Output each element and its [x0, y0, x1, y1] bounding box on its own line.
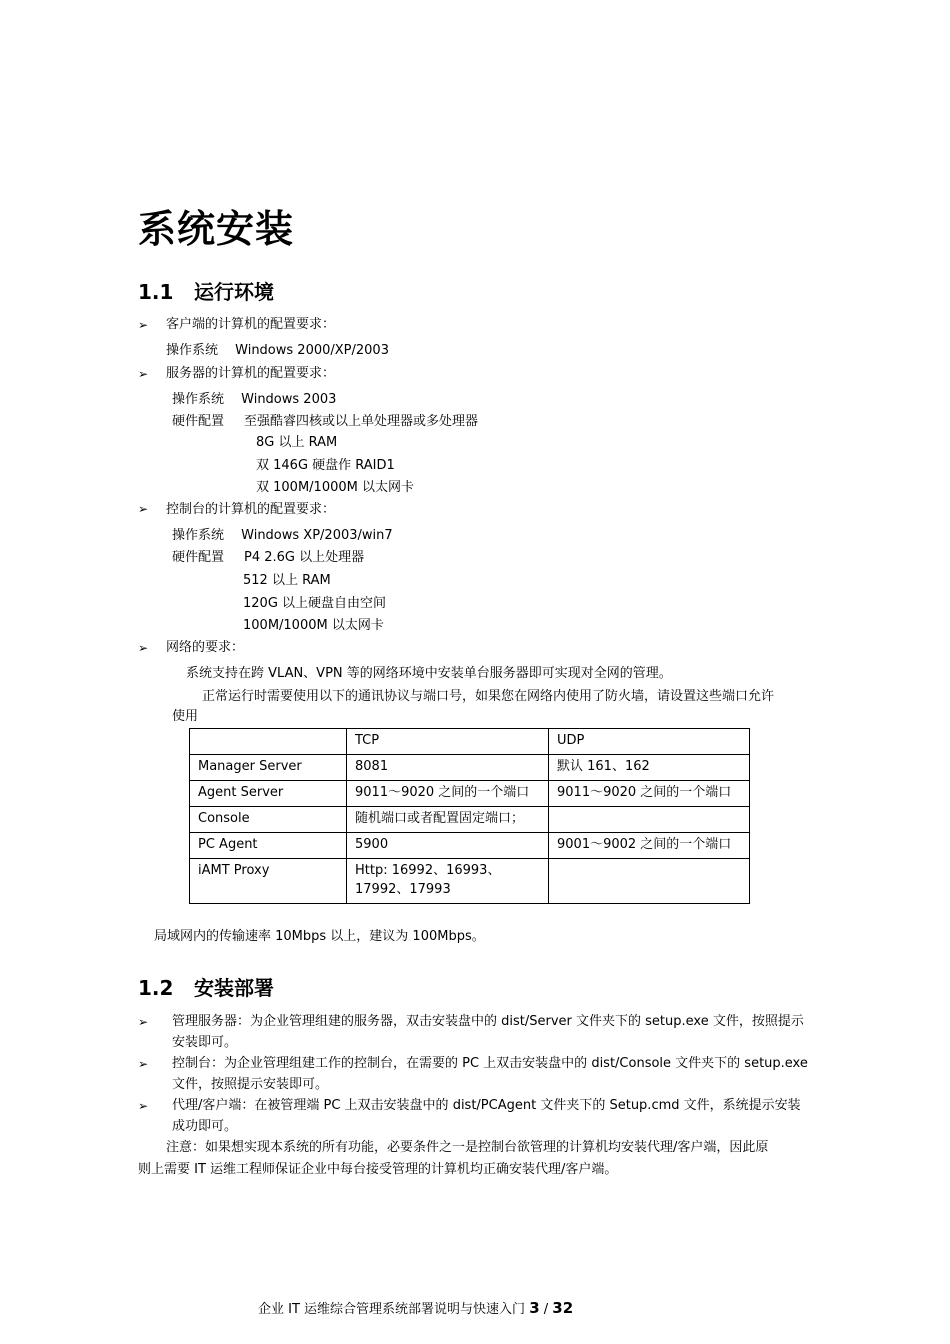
table-cell [549, 807, 750, 833]
bullet-icon: ➢ [138, 318, 149, 332]
install-item: 成功即可。 [172, 1119, 238, 1134]
console-hw-line: P4 2.6G 以上处理器 [244, 550, 365, 565]
bullet-icon: ➢ [138, 367, 149, 381]
table-cell: 8081 [347, 755, 549, 781]
table-cell: Manager Server [190, 755, 347, 781]
table-cell [190, 729, 347, 755]
page-footer [258, 1298, 573, 1317]
table-row [190, 833, 750, 859]
server-os: 操作系统 Windows 2003 [172, 392, 337, 407]
server-hw-line: 至强酷睿四核或以上单处理器或多处理器 [244, 414, 479, 429]
table-cell: 9001～9002 之间的一个端口 [549, 833, 750, 859]
page-separator: / [543, 1302, 549, 1317]
network-paragraph: 正常运行时需要使用以下的通讯协议与端口号，如果您在网络内使用了防火墙，请设置这些端口允许 [202, 689, 775, 704]
client-os: 操作系统 Windows 2000/XP/2003 [166, 343, 389, 358]
table-cell: UDP [549, 729, 750, 755]
console-hw-label: 硬件配置 [172, 550, 225, 565]
install-item: 控制台：为企业管理组建工作的控制台，在需要的 PC 上双击安装盘中的 dist/Console 文件夹下的 setup.exe [172, 1056, 808, 1071]
install-item: 安装即可。 [172, 1035, 238, 1050]
console-hw-line: 120G 以上硬盘自由空间 [243, 596, 387, 611]
bullet-icon: ➢ [138, 1099, 149, 1113]
section-number: 1.1 [138, 280, 174, 304]
console-os: 操作系统 Windows XP/2003/win7 [172, 528, 393, 543]
section-heading-1-2 [138, 972, 274, 1001]
server-hw-line: 8G 以上 RAM [256, 435, 338, 450]
server-heading: 服务器的计算机的配置要求： [166, 366, 336, 381]
table-header-row [190, 729, 750, 755]
install-item: 文件，按照提示安装即可。 [172, 1077, 329, 1092]
lan-note: 局域网内的传输速率 10Mbps 以上，建议为 100Mbps。 [154, 929, 485, 944]
install-note: 则上需要 IT 运维工程师保证企业中每台接受管理的计算机均正确安装代理/客户端。 [138, 1162, 618, 1177]
table-cell: Console [190, 807, 347, 833]
server-hw-line: 双 146G 硬盘作 RAID1 [256, 458, 395, 473]
section-title: 安装部署 [194, 976, 274, 1000]
bullet-icon: ➢ [138, 641, 149, 655]
table-cell: 5900 [347, 833, 549, 859]
table-cell: 默认 161、162 [549, 755, 750, 781]
table-row [190, 781, 750, 807]
server-hw-line: 双 100M/1000M 以太网卡 [256, 480, 414, 495]
ports-table [189, 728, 750, 904]
network-paragraph: 使用 [172, 709, 199, 724]
network-heading: 网络的要求： [166, 640, 245, 655]
client-heading: 客户端的计算机的配置要求： [166, 317, 336, 332]
section-title: 运行环境 [194, 280, 274, 304]
bullet-icon: ➢ [138, 502, 149, 516]
section-heading-1-1 [138, 276, 274, 305]
page-number: 3 [529, 1299, 540, 1317]
server-hw-label: 硬件配置 [172, 414, 225, 429]
table-row [190, 755, 750, 781]
console-heading: 控制台的计算机的配置要求： [166, 502, 336, 517]
table-cell: TCP [347, 729, 549, 755]
bullet-icon: ➢ [138, 1057, 149, 1071]
table-cell: Http: 16992、16993、17992、17993 [347, 859, 549, 904]
page-total: 32 [552, 1299, 574, 1317]
install-item: 代理/客户端：在被管理端 PC 上双击安装盘中的 dist/PCAgent 文件夹下的 Setup.cmd 文件，系统提示安装 [172, 1098, 801, 1113]
bullet-icon: ➢ [138, 1015, 149, 1029]
table-cell: Agent Server [190, 781, 347, 807]
install-note: 注意：如果想实现本系统的所有功能，必要条件之一是控制台欲管理的计算机均安装代理/客户端，因此原 [166, 1140, 769, 1155]
console-hw-line: 512 以上 RAM [243, 573, 331, 588]
table-cell: iAMT Proxy [190, 859, 347, 904]
table-cell [549, 859, 750, 904]
table-cell: 9011～9020 之间的一个端口 [347, 781, 549, 807]
table-row [190, 807, 750, 833]
install-item: 管理服务器：为企业管理组建的服务器，双击安装盘中的 dist/Server 文件夹下的 setup.exe 文件，按照提示 [172, 1014, 804, 1029]
page-title: 系统安装 [138, 207, 295, 251]
table-row [190, 859, 750, 904]
console-hw-line: 100M/1000M 以太网卡 [243, 618, 384, 633]
footer-text: 企业 IT 运维综合管理系统部署说明与快速入门 [258, 1302, 526, 1317]
table-cell: 随机端口或者配置固定端口； [347, 807, 549, 833]
table-cell: 9011～9020 之间的一个端口 [549, 781, 750, 807]
table-cell: PC Agent [190, 833, 347, 859]
section-number: 1.2 [138, 976, 174, 1000]
network-paragraph: 系统支持在跨 VLAN、VPN 等的网络环境中安装单台服务器即可实现对全网的管理。 [186, 666, 672, 681]
